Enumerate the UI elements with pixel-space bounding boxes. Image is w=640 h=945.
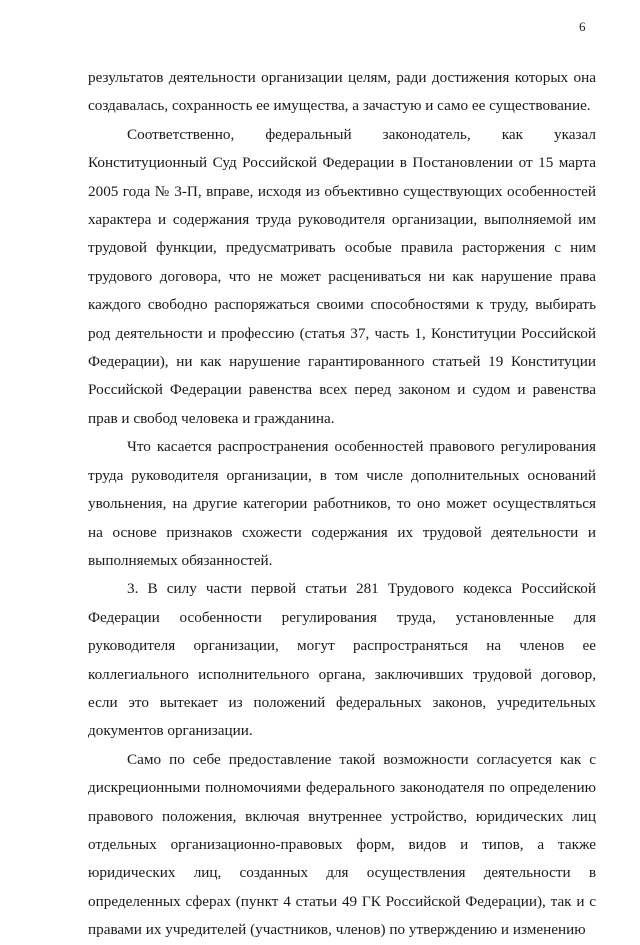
- document-body: [88, 64, 596, 945]
- paragraph: результатов деятельности организации целям, ради достижения которых она создавалась, сохранность ее имущества, а зачастую и само ее существование.: [88, 69, 596, 115]
- paragraph: Само по себе предоставление такой возможности согласуется как с дискреционными полномочиями федерального законодателя по определению правового положения, включая внутреннее устройство, юридических лиц отдельных организационно-правовых форм, видов и типов, а также юридических лиц, созданных для осуществления деятельности в определенных сферах (пункт 4 статьи 49 ГК Российской Федерации), так и с правами их учредителей (участников, членов) по утверждению и изменению: [88, 750, 596, 939]
- page-number: 6: [579, 19, 586, 34]
- paragraph: 3. В силу части первой статьи 281 Трудового кодекса Российской Федерации особенности регулирования труда, установленные для руководителя организации, могут распространяться на членов ее коллегиального исполнительного органа, заключивших трудовой договор, если это вытекает из положений федеральных законов, учредительных документов организации.: [88, 580, 596, 740]
- paragraph: Соответственно, федеральный законодатель, как указал Конституционный Суд Российской Федерации в Постановлении от 15 марта 2005 года № 3-П, вправе, исходя из объективно существующих особенностей характера и содержания труда руководителя организации, выполняемой им трудовой функции, предусматривать особые правила расторжения с ним трудового договора, что не может расцениваться ни как нарушение права каждого свободно распоряжаться своими способностями к труду, выбирать род деятельности и профессию (статья 37, часть 1, Конституции Российской Федерации), ни как нарушение гарантированного статьей 19 Конституции Российской Федерации равенства всех перед законом и судом и равенства прав и свобод человека и гражданина.: [88, 125, 596, 427]
- paragraph: Что касается распространения особенностей правового регулирования труда руководителя организации, в том числе дополнительных оснований увольнения, на другие категории работников, то оно может осуществляться на основе признаков схожести содержания их трудовой деятельности и выполняемых обязанностей.: [88, 438, 596, 569]
